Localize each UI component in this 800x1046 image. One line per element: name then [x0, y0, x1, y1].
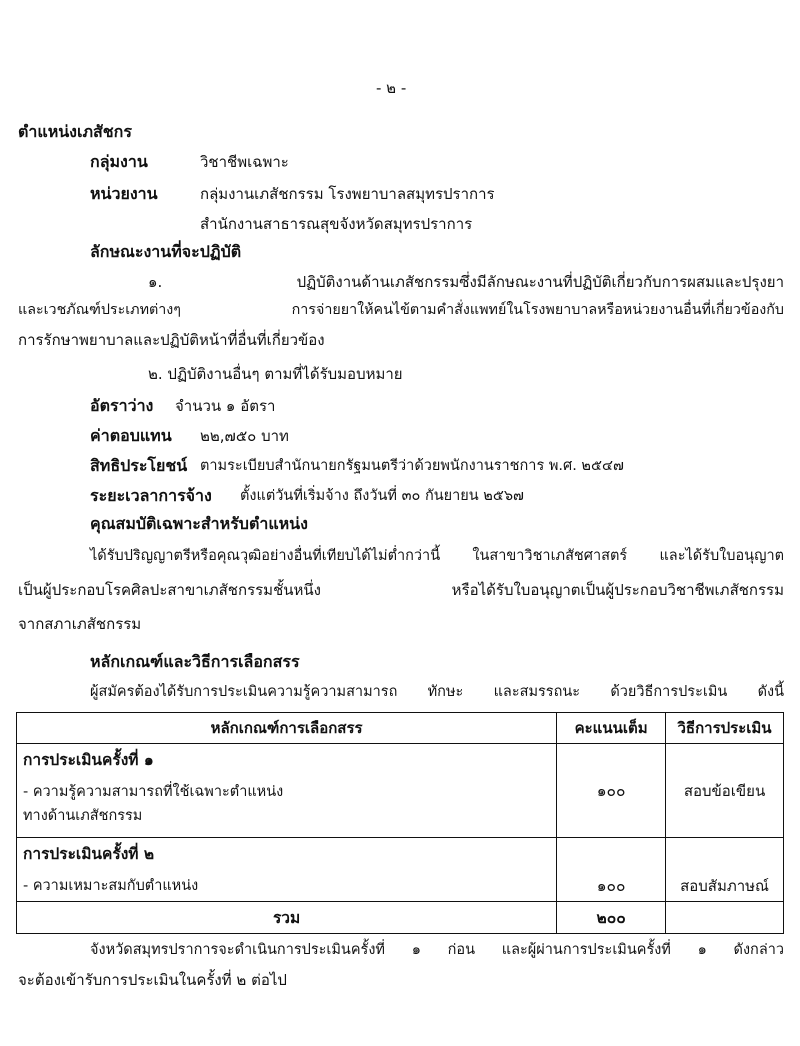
vacancy-value: จำนวน ๑ อัตรา: [175, 397, 276, 415]
round2-method: สอบสัมภาษณ์: [666, 838, 784, 902]
benefits-value: ตามระเบียบสำนักนายกรัฐมนตรีว่าด้วยพนักงานราชการ พ.ศ. ๒๕๔๗: [200, 458, 624, 474]
qualifications-line1: ได้รับปริญญาตรีหรือคุณวุฒิอย่างอื่นที่เทียบได้ไม่ต่ำกว่านี้ ในสาขาวิชาเภสัชศาสตร์ และได้รับใบอนุญาต: [90, 548, 784, 564]
duties-item1-line2: และเวชภัณฑ์ประเภทต่างๆ การจ่ายยาให้คนไข้ตามคำสั่งแพทย์ในโรงพยาบาลหรือหน่วยงานอื่นที่เกี่ยวข้องกับ: [18, 302, 784, 318]
round1-title: การประเมินครั้งที่ ๑: [23, 751, 154, 769]
position-title: ตำแหน่งเภสัชกร: [18, 122, 132, 141]
duties-item1-line3: การรักษาพยาบาลและปฏิบัติหน้าที่อื่นที่เกี่ยวข้อง: [18, 331, 325, 349]
round2-line1: - ความเหมาะสมกับตำแหน่ง: [23, 878, 199, 894]
total-empty-cell: [666, 902, 784, 934]
benefits-label: สิทธิประโยชน์: [90, 456, 188, 475]
round2-title: การประเมินครั้งที่ ๒: [23, 845, 155, 863]
unit-value-line1: กลุ่มงานเภสัชกรรม โรงพยาบาลสมุทรปราการ: [200, 185, 495, 203]
table-row: [17, 838, 784, 902]
employment-period-label: ระยะเวลาการจ้าง: [90, 486, 212, 505]
table-row: [17, 744, 784, 838]
unit-label: หน่วยงาน: [90, 184, 158, 203]
criteria-table: [16, 712, 784, 934]
compensation-value: ๒๒,๗๕๐ บาท: [200, 427, 289, 445]
qualifications-line2: เป็นผู้ประกอบโรคศิลปะสาขาเภสัชกรรมชั้นหนึ่ง หรือได้รับใบอนุญาตเป็นผู้ประกอบวิชาชีพเภสัชกรรม: [18, 581, 784, 599]
duties-heading: ลักษณะงานที่จะปฏิบัติ: [90, 242, 242, 261]
duties-item2: ๒. ปฏิบัติงานอื่นๆ ตามที่ได้รับมอบหมาย: [148, 365, 403, 383]
job-group-label: กลุ่มงาน: [90, 152, 148, 171]
compensation-label: ค่าตอบแทน: [90, 426, 172, 445]
table-header-row: [17, 713, 784, 744]
header-criteria: หลักเกณฑ์การเลือกสรร: [17, 713, 557, 744]
vacancy-label: อัตราว่าง: [90, 396, 154, 415]
selection-heading: หลักเกณฑ์และวิธีการเลือกสรร: [90, 652, 300, 671]
closing-line1: จังหวัดสมุทรปราการจะดำเนินการประเมินครั้งที่ ๑ ก่อน และผู้ผ่านการประเมินครั้งที่ ๑ ดังกล่าว: [90, 942, 784, 958]
employment-period-value: ตั้งแต่วันที่เริ่มจ้าง ถึงวันที่ ๓๐ กันยายน ๒๕๖๗: [240, 488, 524, 504]
round1-criteria-cell: [17, 744, 557, 838]
job-group-value: วิชาชีพเฉพาะ: [200, 153, 289, 171]
page-number: - ๒ -: [376, 79, 407, 97]
total-score: ๒๐๐: [557, 902, 666, 934]
round1-line1: - ความรู้ความสามารถที่ใช้เฉพาะตำแหน่ง: [23, 784, 284, 800]
closing-line2: จะต้องเข้ารับการประเมินในครั้งที่ ๒ ต่อไป: [18, 971, 287, 989]
header-method: วิธีการประเมิน: [666, 713, 784, 744]
table-total-row: [17, 902, 784, 934]
round1-method: สอบข้อเขียน: [666, 744, 784, 838]
qualifications-line3: จากสภาเภสัชกรรม: [18, 615, 142, 633]
total-label: รวม: [17, 902, 557, 934]
selection-intro: ผู้สมัครต้องได้รับการประเมินความรู้ความสามารถ ทักษะ และสมรรถนะ ด้วยวิธีการประเมิน ดังนี้: [90, 684, 784, 700]
unit-value-line2: สำนักงานสาธารณสุขจังหวัดสมุทรปราการ: [200, 215, 473, 233]
qualifications-heading: คุณสมบัติเฉพาะสำหรับตำแหน่ง: [90, 514, 308, 533]
round1-score: ๑๐๐: [557, 744, 666, 838]
header-full-score: คะแนนเต็ม: [557, 713, 666, 744]
duties-item1-line1: ๑. ปฏิบัติงานด้านเภสัชกรรมซึ่งมีลักษณะงานที่ปฏิบัติเกี่ยวกับการผสมและปรุงยา: [148, 273, 784, 291]
round1-line2: ทางด้านเภสัชกรรม: [23, 808, 143, 824]
round2-score: ๑๐๐: [557, 838, 666, 902]
round2-criteria-cell: [17, 838, 557, 902]
